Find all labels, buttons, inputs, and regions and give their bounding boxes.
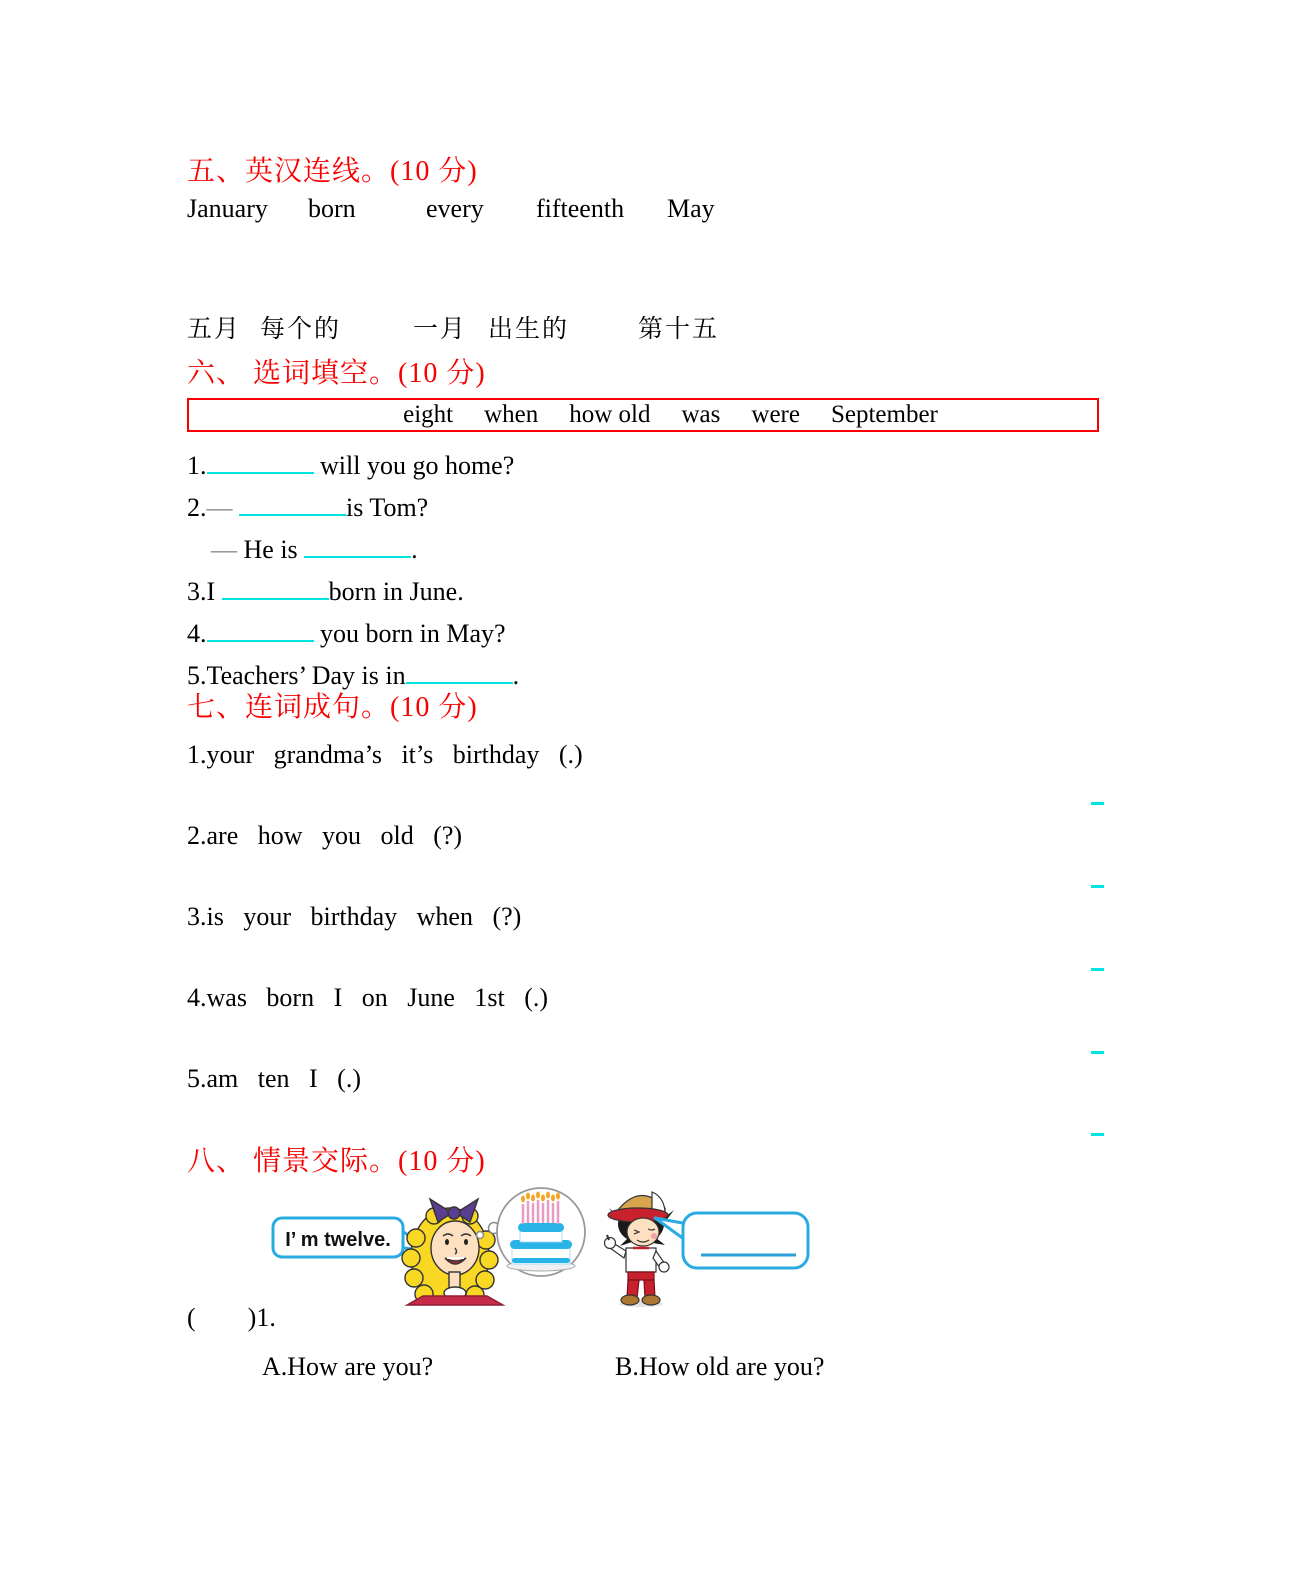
match-word-english: May	[667, 194, 715, 223]
section7-title: 七、连词成句。(10 分)	[187, 692, 478, 723]
match-word-chinese: 每个的	[260, 316, 342, 343]
word-bank-item: were	[751, 401, 800, 428]
answer-line-end[interactable]	[1091, 968, 1104, 971]
answer-blank[interactable]	[207, 448, 314, 474]
fill-blank-question	[187, 448, 514, 481]
question-text: is Tom?	[346, 493, 429, 522]
girl-speech-text: I’ m twelve.	[285, 1229, 391, 1251]
match-word-english: January	[187, 194, 268, 223]
rearrange-question: 4.was born I on June 1st (.)	[187, 983, 549, 1012]
answer-blank[interactable]	[239, 490, 346, 516]
speech-bubble-boy-empty	[655, 1213, 808, 1268]
fill-blank-question	[187, 574, 464, 607]
fill-blank-question	[187, 490, 428, 523]
word-bank-item: when	[484, 401, 539, 428]
choice-question-number: ( )1.	[187, 1303, 276, 1332]
word-bank-item: September	[830, 401, 938, 428]
hair-bow-icon	[430, 1199, 478, 1222]
answer-line-end[interactable]	[1091, 802, 1104, 805]
answer-blank[interactable]	[406, 658, 513, 684]
answer-blank[interactable]	[207, 616, 314, 642]
question-text: you born in May?	[313, 619, 506, 648]
dialogue-illustration	[258, 1168, 818, 1308]
question-text: 4.	[187, 619, 207, 648]
rearrange-question: 3.is your birthday when (?)	[187, 902, 522, 931]
match-word-chinese: 出生的	[488, 316, 570, 343]
match-word-english: every	[426, 194, 484, 223]
fill-blank-question	[211, 532, 418, 565]
thought-bubble-cake-icon	[497, 1188, 585, 1276]
question-dash: —	[211, 535, 237, 564]
fill-blank-question	[187, 658, 519, 691]
answer-blank[interactable]	[222, 574, 329, 600]
match-word-chinese: 五月	[187, 316, 242, 343]
question-text: born in June.	[328, 577, 464, 606]
match-word-english: born	[308, 194, 356, 223]
section6-title: 六、 选词填空。(10 分)	[187, 358, 486, 389]
answer-line-end[interactable]	[1091, 1051, 1104, 1054]
fill-blank-question	[187, 616, 506, 649]
question-text: 2.	[187, 493, 207, 522]
answer-blank[interactable]	[304, 532, 411, 558]
question-text: .	[512, 661, 520, 690]
word-bank-box	[187, 398, 1099, 432]
rearrange-question: 2.are how you old (?)	[187, 821, 463, 850]
boy-illustration	[605, 1192, 675, 1307]
question-text: 5.Teachers’ Day is in	[187, 661, 406, 690]
match-word-english: fifteenth	[536, 194, 625, 223]
section8-title: 八、 情景交际。(10 分)	[187, 1146, 486, 1177]
match-word-chinese: 第十五	[638, 316, 720, 343]
word-bank-item: was	[681, 401, 721, 428]
word-bank-item: eight	[403, 401, 454, 428]
question-dash: —	[206, 493, 233, 522]
section5-title: 五、英汉连线。(10 分)	[187, 156, 478, 187]
question-text: 1.	[187, 451, 207, 480]
question-text: .	[411, 535, 418, 564]
option-a[interactable]: A.How are you?	[262, 1352, 434, 1381]
answer-line-end[interactable]	[1091, 1133, 1104, 1136]
word-bank-item: how old	[569, 401, 651, 428]
answer-line-end[interactable]	[1091, 885, 1104, 888]
rearrange-question: 1.your grandma’s it’s birthday (.)	[187, 740, 583, 769]
girl-illustration	[402, 1199, 503, 1305]
option-b[interactable]: B.How old are you?	[615, 1352, 825, 1381]
question-text: He is	[237, 535, 305, 564]
match-word-chinese: 一月	[413, 316, 468, 343]
question-text: will you go home?	[313, 451, 515, 480]
question-text: 3.I	[187, 577, 222, 606]
rearrange-question: 5.am ten I (.)	[187, 1064, 362, 1093]
